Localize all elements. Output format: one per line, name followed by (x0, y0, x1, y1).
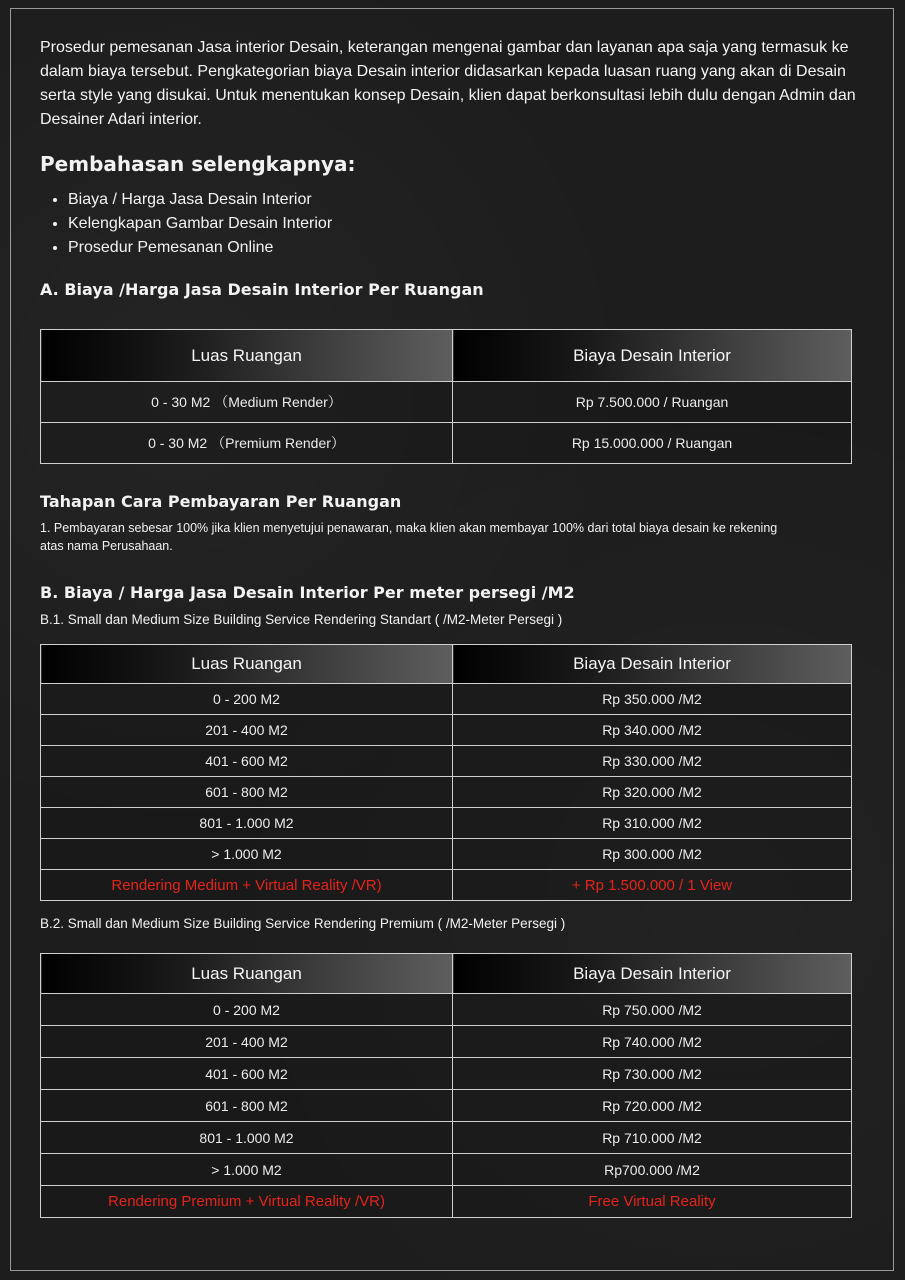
table-cell: 0 - 200 M2 (41, 684, 453, 715)
table-row (41, 423, 852, 464)
vr-addon-label: Rendering Medium + Virtual Reality /VR) (41, 870, 453, 901)
table-row (41, 994, 852, 1026)
discussion-title: Pembahasan selengkapnya: (40, 152, 356, 176)
table-cell: 201 - 400 M2 (41, 1026, 453, 1058)
table-row (41, 1026, 852, 1058)
table-cell: Rp 310.000 /M2 (453, 808, 852, 839)
table-header: Biaya Desain Interior (453, 954, 852, 994)
payment-title: Tahapan Cara Pembayaran Per Ruangan (40, 492, 402, 511)
intro-paragraph: Prosedur pemesanan Jasa interior Desain, keterangan mengenai gambar dan layanan apa saja yang termasuk ke dalam biaya tersebut. Pengkategorian biaya Desain interior didasarkan kepada luasan ruang yang akan di Desain serta style yang disukai. Untuk menentukan konsep Desain, klien dapat berkonsultasi lebih dulu dengan Admin dan Desainer Adari interior. (40, 39, 856, 128)
vr-addon-label: Rendering Premium + Virtual Reality /VR) (41, 1186, 453, 1218)
b2-subtitle: B.2. Small dan Medium Size Building Service Rendering Premium ( /M2-Meter Persegi ) (40, 916, 566, 931)
table-cell: Rp 710.000 /M2 (453, 1122, 852, 1154)
vr-addon-row (41, 870, 852, 901)
table-row (41, 382, 852, 423)
table-cell: 201 - 400 M2 (41, 715, 453, 746)
table-cell: 401 - 600 M2 (41, 1058, 453, 1090)
list-item: • Prosedur Pemesanan Online (68, 236, 866, 260)
table-row (41, 839, 852, 870)
table-cell: 601 - 800 M2 (41, 1090, 453, 1122)
table-row (41, 1154, 852, 1186)
list-item: • Biaya / Harga Jasa Desain Interior (68, 188, 866, 212)
table-cell: 0 - 30 M2 （Premium Render） (41, 423, 453, 464)
table-cell: Rp 750.000 /M2 (453, 994, 852, 1026)
b1-subtitle: B.1. Small dan Medium Size Building Service Rendering Standart ( /M2-Meter Persegi ) (40, 612, 563, 627)
section-a-title: A. Biaya /Harga Jasa Desain Interior Per Ruangan (40, 280, 484, 299)
table-cell: > 1.000 M2 (41, 839, 453, 870)
table-header: Luas Ruangan (41, 954, 453, 994)
table-header: Biaya Desain Interior (453, 330, 852, 382)
vr-addon-row (41, 1186, 852, 1218)
table-cell: Rp 350.000 /M2 (453, 684, 852, 715)
table-cell: Rp 300.000 /M2 (453, 839, 852, 870)
list-item: • Kelengkapan Gambar Desain Interior (68, 212, 866, 236)
table-cell: Rp 720.000 /M2 (453, 1090, 852, 1122)
table-cell: Rp 740.000 /M2 (453, 1026, 852, 1058)
table-cell: > 1.000 M2 (41, 1154, 453, 1186)
table-row (41, 1122, 852, 1154)
table-cell: Rp 320.000 /M2 (453, 777, 852, 808)
table-cell: Rp 730.000 /M2 (453, 1058, 852, 1090)
table-row (41, 715, 852, 746)
payment-text: 1. Pembayaran sebesar 100% jika klien menyetujui penawaran, maka klien akan membayar 100% dari total biaya desain ke rekening atas nama Perusahaan. (40, 521, 778, 553)
room-price-table (40, 329, 852, 464)
table-cell: Rp700.000 /M2 (453, 1154, 852, 1186)
premium-render-table (40, 953, 852, 1218)
table-cell: 801 - 1.000 M2 (41, 1122, 453, 1154)
table-cell: 401 - 600 M2 (41, 746, 453, 777)
section-b-title: B. Biaya / Harga Jasa Desain Interior Per meter persegi /M2 (40, 583, 575, 602)
table-header: Luas Ruangan (41, 330, 453, 382)
table-cell: Rp 340.000 /M2 (453, 715, 852, 746)
table-header: Luas Ruangan (41, 645, 453, 684)
vr-addon-price: Free Virtual Reality (453, 1186, 852, 1218)
table-cell: 0 - 30 M2 （Medium Render） (41, 382, 453, 423)
standard-render-table (40, 644, 852, 901)
table-row (41, 808, 852, 839)
content (40, 36, 866, 1218)
table-cell: 601 - 800 M2 (41, 777, 453, 808)
vr-addon-price: + Rp 1.500.000 / 1 View (453, 870, 852, 901)
table-header: Biaya Desain Interior (453, 645, 852, 684)
table-cell: 801 - 1.000 M2 (41, 808, 453, 839)
table-cell: 0 - 200 M2 (41, 994, 453, 1026)
table-cell: Rp 7.500.000 / Ruangan (453, 382, 852, 423)
table-row (41, 684, 852, 715)
discussion-list (40, 188, 866, 260)
table-cell: Rp 330.000 /M2 (453, 746, 852, 777)
table-row (41, 777, 852, 808)
table-cell: Rp 15.000.000 / Ruangan (453, 423, 852, 464)
table-row (41, 1090, 852, 1122)
table-row (41, 746, 852, 777)
table-row (41, 1058, 852, 1090)
